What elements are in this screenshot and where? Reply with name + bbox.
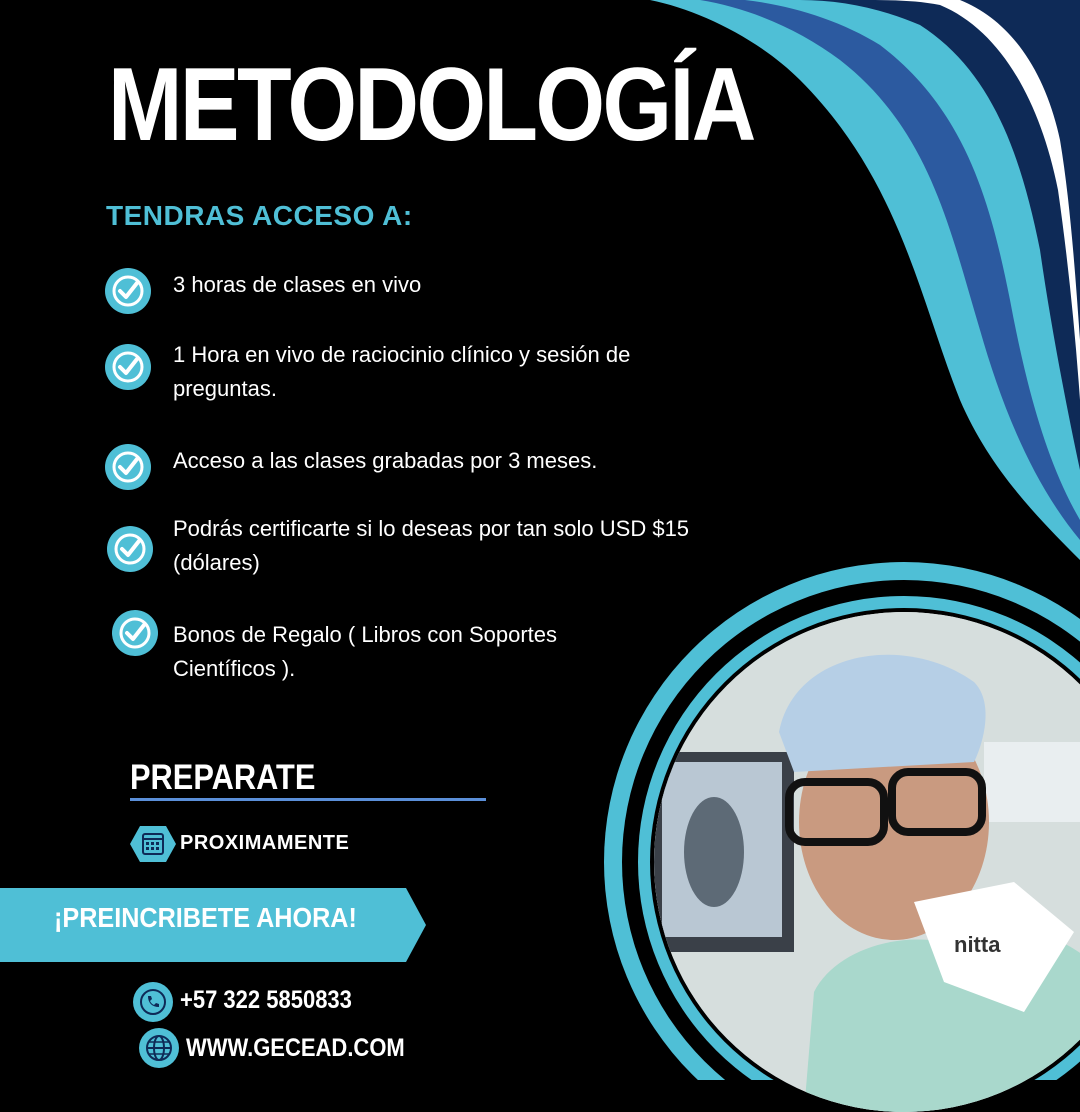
benefit-item	[107, 526, 153, 572]
check-circle-icon	[112, 610, 158, 656]
benefit-item	[105, 344, 151, 390]
check-circle-icon	[105, 344, 151, 390]
calendar-icon	[130, 826, 176, 862]
phone-number[interactable]: +57 322 5850833	[180, 986, 352, 1014]
benefit-text: 1 Hora en vivo de raciocinio clínico y sesión de preguntas.	[173, 342, 631, 401]
globe-icon	[139, 1028, 179, 1068]
date-label: PROXIMAMENTE	[180, 832, 350, 854]
benefit-item	[105, 268, 151, 314]
check-circle-icon	[105, 268, 151, 314]
benefit-text: Podrás certificarte si lo deseas por tan solo USD $15 (dólares)	[173, 516, 690, 575]
benefit-item	[112, 610, 158, 656]
phone-icon	[133, 982, 173, 1022]
page-title: METODOLOGÍA	[108, 47, 754, 163]
benefit-text: Bonos de Regalo ( Libros con Soportes Científicos ).	[173, 622, 558, 681]
check-circle-icon	[107, 526, 153, 572]
benefit-text: 3 horas de clases en vivo	[173, 272, 422, 297]
benefit-item	[105, 444, 151, 490]
divider-line	[130, 798, 486, 801]
section-subtitle: TENDRAS ACCESO A:	[106, 200, 413, 231]
website-link[interactable]: WWW.GECEAD.COM	[186, 1034, 405, 1062]
benefit-text: Acceso a las clases grabadas por 3 meses.	[173, 448, 598, 473]
mask-text: nitta	[954, 932, 1001, 957]
prepare-heading: PREPARATE	[130, 758, 316, 797]
check-circle-icon	[105, 444, 151, 490]
preregister-button-label[interactable]: ¡PREINCRIBETE AHORA!	[54, 902, 357, 933]
